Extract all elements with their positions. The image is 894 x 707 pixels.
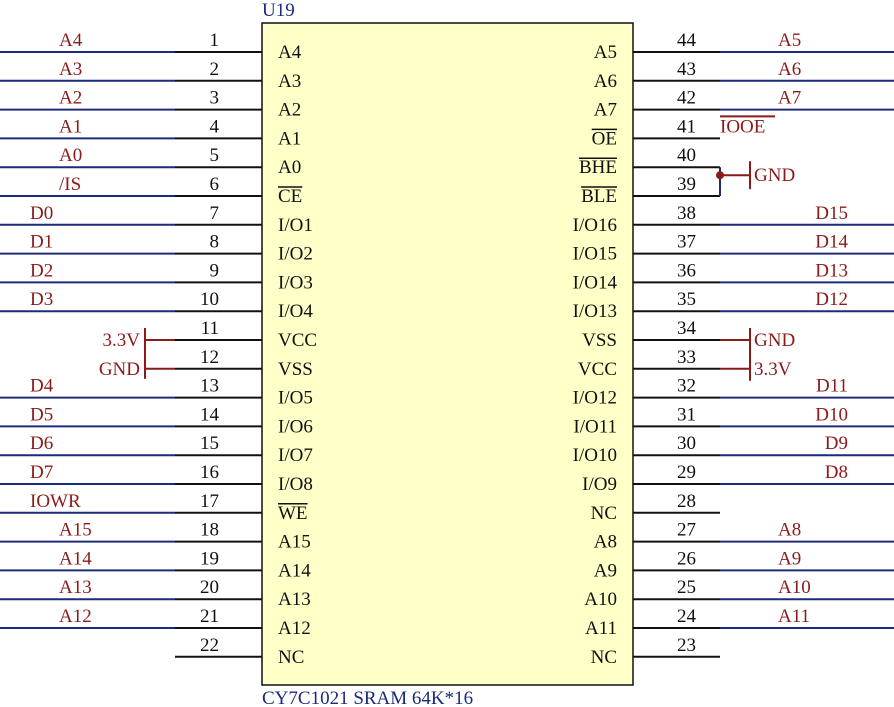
pin-5-name: A0 [278,157,302,179]
pin-13-name: I/O5 [278,387,313,409]
pin-32-number: 32 [677,375,696,397]
net-label-d2: D2 [30,260,54,282]
net-label-a15: A15 [59,519,92,541]
pin-39-number: 39 [677,174,696,195]
net-label-d1: D1 [30,231,54,253]
pin-33-number: 33 [677,346,696,368]
pin-15-number: 15 [200,433,219,455]
pin-26-name: A9 [593,560,617,582]
net-label-d13: D13 [815,260,848,282]
net-label-a0: A0 [59,145,83,167]
net-label-a9: A9 [778,548,802,570]
pin-20-number: 20 [200,577,219,599]
net-label-d3: D3 [30,289,54,311]
net-label-d8: D8 [824,462,848,483]
pin-38-name: I/O16 [572,214,617,236]
pin-22-name: NC [278,646,305,668]
net-label-d9: D9 [824,433,848,455]
pin-4-number: 4 [209,116,219,138]
net-label-d15: D15 [815,202,848,224]
pin-14-name: I/O6 [278,416,313,438]
pin-28-name: NC [590,502,617,524]
chip-body[interactable] [262,23,633,685]
pin-14-number: 14 [200,404,219,426]
power-port-gnd-right-top: GND [754,165,796,187]
net-label-a5: A5 [778,30,802,51]
pin-24-number: 24 [677,606,696,627]
pin-7-name: I/O1 [278,214,313,236]
pin-23-number: 23 [677,634,696,656]
net-label-a1: A1 [59,116,83,138]
net-label-iowr: IOWR [30,490,81,512]
pin-41-number: 41 [677,116,696,138]
pin-1-number: 1 [209,30,219,51]
pin-40-number: 40 [677,145,696,167]
pin-43-name: A6 [593,70,617,92]
pin-24-name: A11 [584,618,617,639]
pin-42-number: 42 [677,87,696,109]
pin-12-number: 12 [200,346,219,368]
pin-36-name: I/O14 [572,272,617,294]
pin-18-name: A15 [278,531,311,553]
net-label-is: /IS [59,174,82,195]
pin-37-number: 37 [677,231,696,253]
power-port-3v3-right: 3.3V [754,358,792,380]
pin-27-name: A8 [593,531,617,553]
pin-2-name: A3 [278,70,302,92]
pin-6-name: CE [278,186,303,207]
pin-10-name: I/O4 [278,301,313,323]
pin-34-name: VSS [582,330,617,351]
pin-17-number: 17 [200,490,219,512]
pin-21-name: A12 [278,618,311,639]
power-port-gnd-right: GND [754,330,796,351]
pin-23-name: NC [590,646,617,668]
net-label-a11: A11 [778,606,811,627]
pin-30-number: 30 [677,433,696,455]
net-label-d14: D14 [815,231,848,253]
pin-40-name: BHE [579,157,617,179]
pin-19-name: A14 [278,560,311,582]
pin-17-name: WE [278,502,308,524]
pin-16-number: 16 [200,462,219,483]
pin-29-number: 29 [677,462,696,483]
net-label-a2: A2 [59,87,83,109]
pin-44-number: 44 [677,30,696,51]
pin-42-name: A7 [593,99,617,121]
pin-11-number: 11 [200,318,219,339]
pin-18-number: 18 [200,519,219,541]
pin-19-number: 19 [200,548,219,570]
pin-25-number: 25 [677,577,696,599]
pin-3-name: A2 [278,99,302,121]
net-label-d5: D5 [30,404,54,426]
pin-3-number: 3 [209,87,219,109]
pin-16-name: I/O8 [278,474,313,495]
net-label-d7: D7 [30,462,54,483]
pin-7-number: 7 [209,202,219,224]
net-label-a4: A4 [59,30,83,51]
pin-22-number: 22 [200,634,219,656]
pin-8-name: I/O2 [278,243,313,265]
power-port-gnd-left: GND [98,358,140,380]
pin-35-number: 35 [677,289,696,311]
pin-13-number: 13 [200,375,219,397]
pin-28-number: 28 [677,490,696,512]
pin-4-name: A1 [278,128,302,150]
pin-21-number: 21 [200,606,219,627]
pin-9-number: 9 [209,260,219,282]
net-label-a7: A7 [778,87,802,109]
net-label-a6: A6 [778,58,802,80]
component-designator: U19 [262,0,295,21]
pin-10-number: 10 [200,289,219,311]
net-label-a12: A12 [59,606,92,627]
pin-44-name: A5 [593,42,617,63]
net-label-d12: D12 [815,289,848,311]
pin-2-number: 2 [209,58,219,80]
pin-8-number: 8 [209,231,219,253]
pin-32-name: I/O12 [572,387,617,409]
pin-37-name: I/O15 [572,243,617,265]
pin-33-name: VCC [577,358,617,380]
pin-31-number: 31 [677,404,696,426]
pin-11-name: VCC [278,330,318,351]
net-label-d0: D0 [30,202,54,224]
net-label-iooe: IOOE [720,116,766,138]
pin-25-name: A10 [584,589,617,611]
net-label-d10: D10 [815,404,848,426]
net-label-a10: A10 [778,577,811,599]
pin-9-name: I/O3 [278,272,313,294]
pin-30-name: I/O10 [572,445,617,467]
net-label-d6: D6 [30,433,54,455]
net-label-a14: A14 [59,548,92,570]
pin-31-name: I/O11 [573,416,617,438]
pin-12-name: VSS [278,358,313,380]
net-label-d11: D11 [815,375,848,397]
net-label-a13: A13 [59,577,92,599]
pin-41-name: OE [591,128,617,150]
net-label-a8: A8 [778,519,802,541]
power-port-3v3-left: 3.3V [102,330,140,351]
pin-36-number: 36 [677,260,696,282]
pin-20-name: A13 [278,589,311,611]
pin-27-number: 27 [677,519,696,541]
pin-34-number: 34 [677,318,696,339]
pin-5-number: 5 [209,145,219,167]
pin-1-name: A4 [278,42,302,63]
pin-6-number: 6 [209,174,219,195]
pin-15-name: I/O7 [278,445,313,467]
component-caption: CY7C1021 SRAM 64K*16 [262,688,474,707]
pin-38-number: 38 [677,202,696,224]
pin-39-name: BLE [581,186,617,207]
net-label-d4: D4 [30,375,54,397]
pin-43-number: 43 [677,58,696,80]
pin-29-name: I/O9 [582,474,617,495]
pin-26-number: 26 [677,548,696,570]
pin-35-name: I/O13 [572,301,617,323]
net-label-a3: A3 [59,58,83,80]
